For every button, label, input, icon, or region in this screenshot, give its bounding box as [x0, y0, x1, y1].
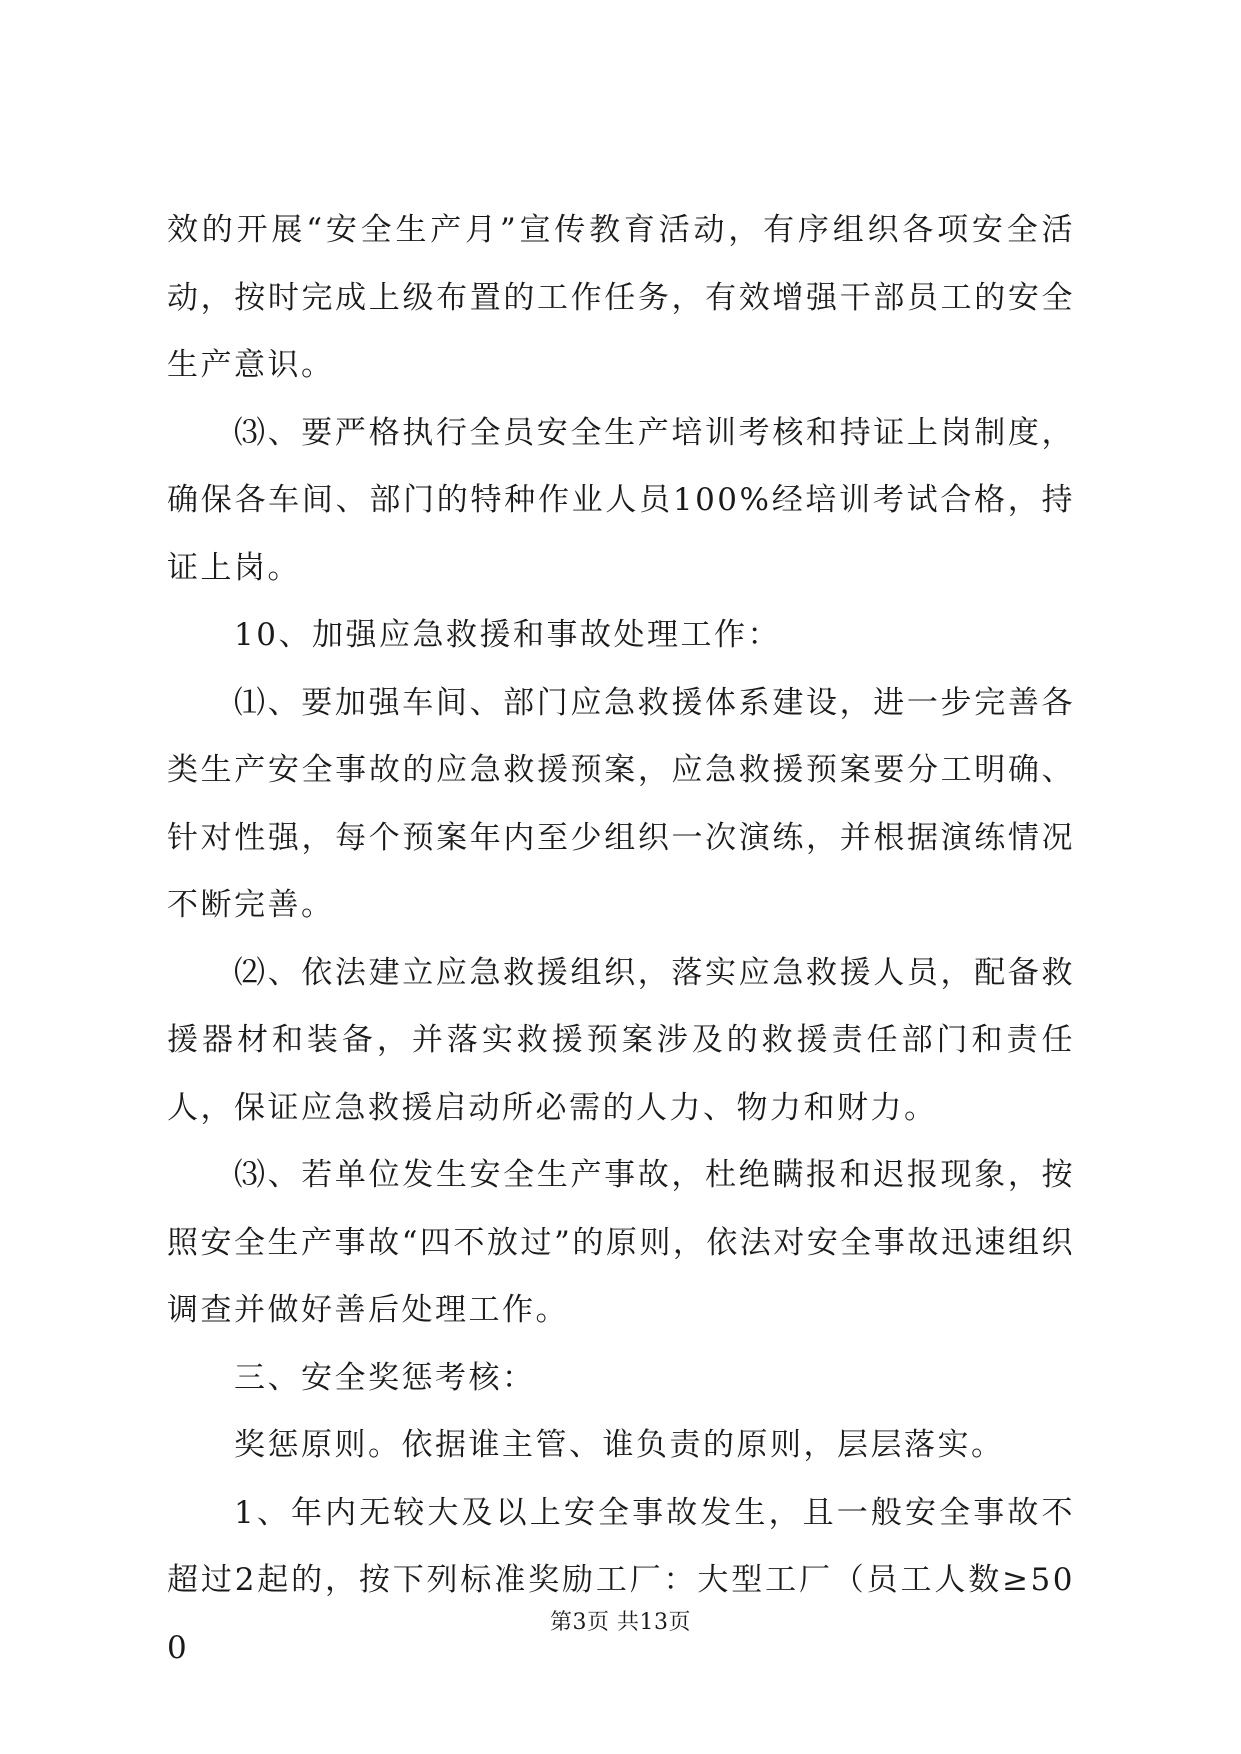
paragraph: 1、年内无较大及以上安全事故发生，且一般安全事故不超过2起的，按下列标准奖励工厂：大型工厂（员工人数≥500	[167, 1494, 1075, 1666]
paragraph: ⑶、要严格执行全员安全生产培训考核和持证上岗制度，确保各车间、部门的特种作业人员100%经培训考试合格，持证上岗。	[167, 414, 1075, 586]
paragraph: 效的开展“安全生产月”宣传教育活动，有序组织各项安全活动，按时完成上级布置的工作任务，有效增强干部员工的安全生产意识。	[167, 212, 1075, 383]
paragraph: ⑶、若单位发生安全生产事故，杜绝瞒报和迟报现象，按照安全生产事故“四不放过”的原则，依法对安全事故迅速组织调查并做好善后处理工作。	[167, 1157, 1075, 1328]
page-number-footer: 第3页 共13页	[550, 1610, 691, 1635]
section-heading: 三、安全奖惩考核：	[234, 1359, 536, 1396]
paragraph: ⑴、要加强车间、部门应急救援体系建设，进一步完善各类生产安全事故的应急救援预案，应急救援预案要分工明确、针对性强，每个预案年内至少组织一次演练，并根据演练情况不断完善。	[167, 684, 1075, 923]
paragraph: 10、加强应急救援和事故处理工作：	[234, 617, 781, 653]
document-body	[167, 197, 1075, 1682]
paragraph: 奖惩原则。依据谁主管、谁负责的原则，层层落实。	[234, 1427, 1005, 1463]
paragraph: ⑵、依法建立应急救援组织，落实应急救援人员，配备救援器材和装备，并落实救援预案涉及的救援责任部门和责任人，保证应急救援启动所必需的人力、物力和财力。	[167, 954, 1075, 1126]
